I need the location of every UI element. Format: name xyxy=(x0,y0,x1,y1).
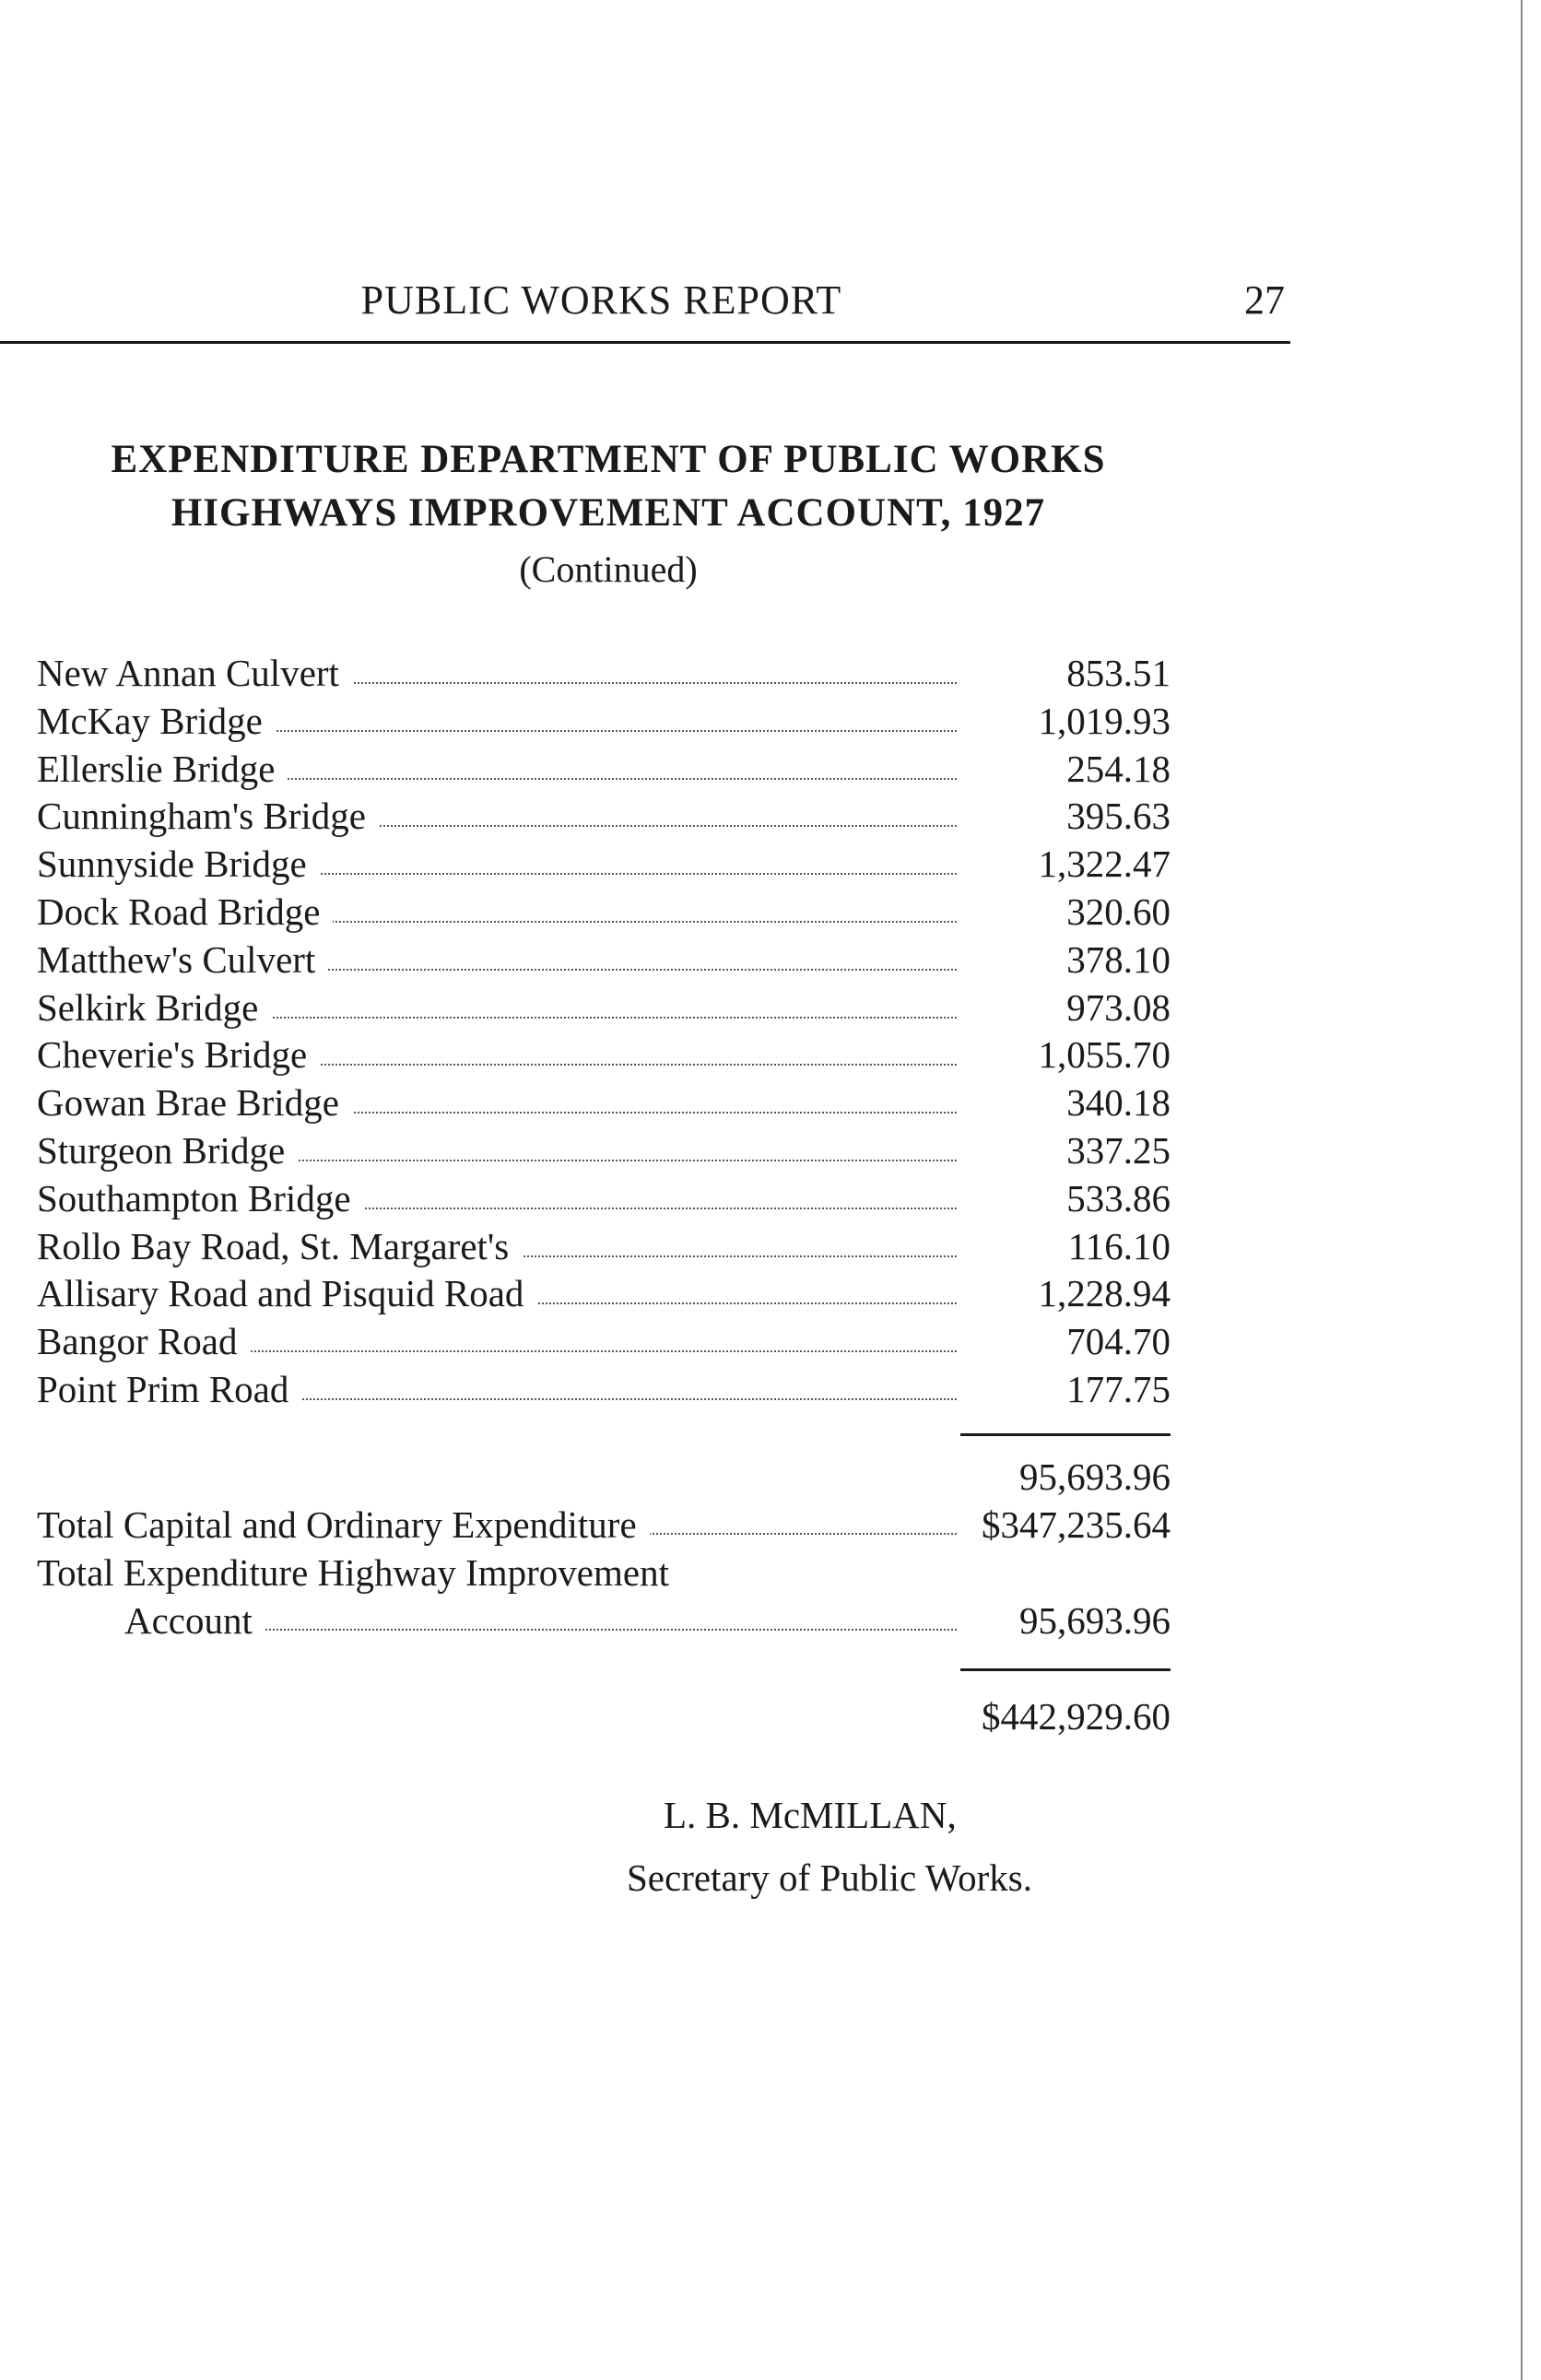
expenditure-row xyxy=(37,1318,1170,1366)
grand-total-rule xyxy=(960,1668,1170,1671)
expenditure-amount: 337.25 xyxy=(1066,1128,1170,1172)
expenditure-row xyxy=(37,1127,1170,1175)
total-capital-row xyxy=(37,1501,1170,1549)
page-edge-line xyxy=(1521,0,1523,2380)
header-rule xyxy=(0,341,1290,344)
total-highway-row-1 xyxy=(37,1549,1170,1596)
signature-block xyxy=(627,1788,1032,1904)
expenditure-label: Bangor Road xyxy=(37,1318,251,1366)
expenditure-row xyxy=(37,650,1170,698)
expenditure-row xyxy=(37,937,1170,984)
expenditure-list xyxy=(37,650,1170,1414)
grand-total-amount: $442,929.60 xyxy=(982,1695,1170,1738)
signatory-name: L. B. McMILLAN, xyxy=(664,1794,957,1836)
expenditure-label: Ellerslie Bridge xyxy=(37,746,288,794)
expenditure-amount: 1,055.70 xyxy=(1038,1033,1170,1077)
expenditure-amount: 378.10 xyxy=(1066,937,1170,981)
totals-block xyxy=(37,1501,1170,1644)
total-highway-amount: 95,693.96 xyxy=(1019,1596,1170,1644)
expenditure-label: Point Prim Road xyxy=(37,1366,301,1414)
expenditure-label: Dock Road Bridge xyxy=(37,889,333,937)
page-number: 27 xyxy=(1244,277,1285,323)
page-header xyxy=(0,277,1290,332)
expenditure-row xyxy=(37,1366,1170,1414)
total-capital-amount: $347,235.64 xyxy=(982,1501,1170,1549)
expenditure-label: Cunningham's Bridge xyxy=(37,793,379,841)
expenditure-row xyxy=(37,889,1170,937)
expenditure-row xyxy=(37,793,1170,841)
running-head: PUBLIC WORKS REPORT xyxy=(360,277,842,323)
expenditure-row xyxy=(37,984,1170,1032)
total-highway-row-2 xyxy=(37,1596,1170,1644)
expenditure-amount: 177.75 xyxy=(1066,1367,1170,1410)
expenditure-row xyxy=(37,698,1170,746)
expenditure-label: New Annan Culvert xyxy=(37,650,352,698)
expenditure-label: Matthew's Culvert xyxy=(37,937,328,984)
expenditure-row xyxy=(37,1031,1170,1079)
expenditure-row xyxy=(37,1079,1170,1127)
subtotal-rule xyxy=(960,1433,1170,1436)
expenditure-label: Allisary Road and Pisquid Road xyxy=(37,1270,536,1318)
expenditure-amount: 704.70 xyxy=(1066,1320,1170,1363)
signatory-title: Secretary of Public Works. xyxy=(627,1856,1033,1899)
expenditure-row xyxy=(37,841,1170,889)
expenditure-amount: 395.63 xyxy=(1066,795,1170,838)
total-highway-label-line2: Account xyxy=(124,1596,265,1644)
subtotal-amount: 95,693.96 xyxy=(1019,1455,1170,1498)
expenditure-label: Rollo Bay Road, St. Margaret's xyxy=(37,1223,522,1271)
expenditure-amount: 853.51 xyxy=(1066,652,1170,694)
expenditure-label: Selkirk Bridge xyxy=(37,984,271,1032)
expenditure-label: Sunnyside Bridge xyxy=(37,841,320,889)
subtitle: (Continued) xyxy=(519,548,698,590)
expenditure-amount: 254.18 xyxy=(1066,747,1170,790)
title-block xyxy=(37,433,1180,597)
total-highway-label-line1: Total Expenditure Highway Improvement xyxy=(37,1549,682,1596)
expenditure-amount: 340.18 xyxy=(1066,1081,1170,1125)
expenditure-amount: 1,322.47 xyxy=(1038,842,1170,886)
total-capital-label: Total Capital and Ordinary Expenditure xyxy=(37,1501,650,1549)
expenditure-amount: 973.08 xyxy=(1066,985,1170,1029)
expenditure-row xyxy=(37,1175,1170,1223)
expenditure-row xyxy=(37,746,1170,794)
expenditure-label: McKay Bridge xyxy=(37,698,276,746)
expenditure-amount: 533.86 xyxy=(1066,1176,1170,1219)
expenditure-amount: 1,228.94 xyxy=(1038,1272,1170,1315)
expenditure-label: Gowan Brae Bridge xyxy=(37,1079,352,1127)
title-line-2: HIGHWAYS IMPROVEMENT ACCOUNT, 1927 xyxy=(171,491,1046,535)
expenditure-row xyxy=(37,1270,1170,1318)
expenditure-label: Cheverie's Bridge xyxy=(37,1031,320,1079)
expenditure-amount: 1,019.93 xyxy=(1038,699,1170,742)
expenditure-label: Southampton Bridge xyxy=(37,1175,364,1223)
expenditure-amount: 320.60 xyxy=(1066,890,1170,933)
expenditure-label: Sturgeon Bridge xyxy=(37,1127,298,1175)
title-line-1: EXPENDITURE DEPARTMENT OF PUBLIC WORKS xyxy=(111,438,1106,481)
expenditure-amount: 116.10 xyxy=(1067,1224,1170,1267)
expenditure-row xyxy=(37,1223,1170,1271)
